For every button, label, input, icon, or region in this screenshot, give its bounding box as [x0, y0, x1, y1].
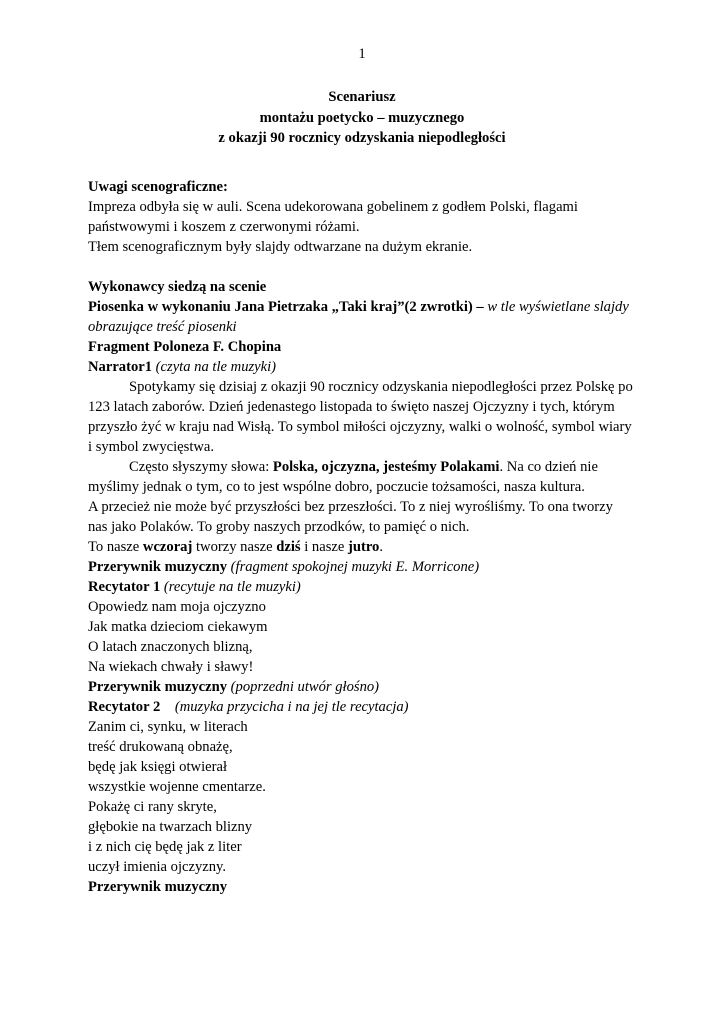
title-line: z okazji 90 rocznicy odzyskania niepodległości: [218, 130, 506, 146]
poem-line: Pokażę ci rany skryte,: [88, 799, 217, 815]
document-title: [0, 87, 724, 149]
uwagi-heading: Uwagi scenograficzne:: [88, 179, 228, 195]
emphasis-text: wczoraj: [142, 539, 193, 555]
title-line: Scenariusz: [328, 89, 396, 105]
text-line: i symbol zwycięstwa.: [88, 439, 215, 455]
narrator-note: (czyta na tle muzyki): [152, 359, 277, 375]
recytator-note: (recytuje na tle muzyki): [160, 579, 301, 595]
text-line: Tłem scenograficznym były slajdy odtwarzane na dużym ekranie.: [88, 239, 473, 255]
recytator-heading: [88, 577, 648, 597]
poem-line: uczył imienia ojczyzny.: [88, 859, 227, 875]
poem-line: głębokie na twarzach blizny: [88, 819, 253, 835]
text-line: [88, 537, 648, 557]
text-line: Spotykamy się dzisiaj z okazji 90 rocznicy odzyskania niepodległości przez Polskę po: [129, 379, 633, 395]
text-span: tworzy nasze: [192, 539, 277, 555]
text-line: nas jako Polaków. To groby naszych przodków, to pamięć o nich.: [88, 519, 470, 535]
narrator-heading: [88, 357, 648, 377]
przerywnik-heading: [88, 677, 648, 697]
recytator-label: Recytator 2: [88, 699, 161, 715]
text-line: myślimy jednak o tym, co to jest wspólne dobro, poczucie tożsamości, nasza kultura.: [88, 479, 585, 495]
przerywnik-note: (fragment spokojnej muzyki E. Morricone): [227, 559, 480, 575]
text-line: państwowymi i koszem z czerwonymi różami.: [88, 219, 360, 235]
page-number: 1: [358, 46, 366, 62]
document-body: [88, 177, 648, 897]
text-span: To nasze: [88, 539, 143, 555]
recytator-note: (muzyka przycicha i na jej tle recytacja): [160, 699, 409, 715]
text-line: 123 latach zaborów. Dzień jedenastego listopada to święto naszej Ojczyzny i tych, którym: [88, 399, 615, 415]
emphasis-text: Polska, ojczyzna, jesteśmy Polakami: [272, 459, 500, 475]
text-span: i nasze: [300, 539, 348, 555]
text-line: Impreza odbyła się w auli. Scena udekorowana gobelinem z godłem Polski, flagami: [88, 199, 578, 215]
piosenka-note-cont: obrazujące treść piosenki: [88, 319, 237, 335]
przerywnik-note: (poprzedni utwór głośno): [227, 679, 380, 695]
text-line: przyszło żyć w kraju nad Wisłą. To symbol miłości ojczyzny, walki o wolność, symbol wiary: [88, 419, 632, 435]
recytator-label: Recytator 1: [88, 579, 161, 595]
wykonawcy-line: Wykonawcy siedzą na scenie: [88, 279, 267, 295]
emphasis-text: dziś: [276, 539, 301, 555]
piosenka-note: w tle wyświetlane slajdy: [483, 299, 629, 315]
przerywnik-label: Przerywnik muzyczny: [88, 679, 228, 695]
title-line: montażu poetycko – muzycznego: [259, 109, 465, 126]
poem-line: będę jak księgi otwierał: [88, 759, 227, 775]
piosenka-label: Piosenka w wykonaniu Jana Pietrzaka „Taki kraj”(2 zwrotki) –: [88, 299, 484, 315]
fragment-line: Fragment Poloneza F. Chopina: [88, 339, 282, 355]
text-span: . Na co dzień nie: [499, 459, 598, 475]
text-span: .: [379, 539, 383, 555]
przerywnik-label: Przerywnik muzyczny: [88, 559, 228, 575]
poem-line: Jak matka dzieciom ciekawym: [88, 619, 268, 635]
piosenka-line: [88, 297, 648, 317]
przerywnik-label: Przerywnik muzyczny: [88, 879, 228, 895]
recytator-heading: [88, 697, 648, 717]
text-line: [88, 457, 648, 477]
poem-line: treść drukowaną obnażę,: [88, 739, 233, 755]
text-span: Często słyszymy słowa:: [129, 459, 273, 475]
text-line: A przecież nie może być przyszłości bez przeszłości. To z niej wyrośliśmy. To ona tworzy: [88, 499, 613, 515]
poem-line: Zanim ci, synku, w literach: [88, 719, 248, 735]
przerywnik-heading: [88, 557, 648, 577]
poem-line: wszystkie wojenne cmentarze.: [88, 779, 266, 795]
narrator-label: Narrator1: [88, 359, 153, 375]
poem-line: Opowiedz nam moja ojczyzno: [88, 599, 266, 615]
poem-line: Na wiekach chwały i sławy!: [88, 659, 254, 675]
poem-line: O latach znaczonych blizną,: [88, 639, 253, 655]
emphasis-text: jutro: [347, 539, 380, 555]
poem-line: i z nich cię będę jak z liter: [88, 839, 242, 855]
